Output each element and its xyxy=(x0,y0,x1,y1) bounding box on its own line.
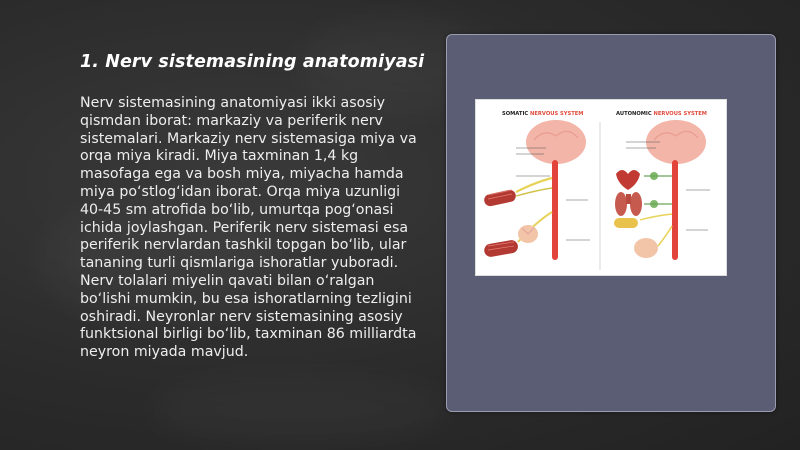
organ-heart xyxy=(616,170,640,190)
somatic-heading-red: NERVOUS SYSTEM xyxy=(530,111,584,117)
nerve-upper xyxy=(516,178,552,192)
nervous-system-illustration xyxy=(476,100,726,275)
autonomic-heading: AUTONOMIC xyxy=(616,111,652,117)
organ-lungs xyxy=(615,192,642,216)
chalk-smudge xyxy=(150,380,450,440)
muscle-lower xyxy=(483,239,519,258)
body-paragraph: Nerv sistemasining anatomiyasi ikki asosiy qismdan iborat: markaziy va periferik nerv sistemalari. Markaziy nerv sistemasiga miya va orqa miya kiradi. Miya taxminan 1,4 kg masofaga ega va bosh miya, miyacha hamda miya po‘stlog‘idan iborat. Orqa miya uzunligi 40-45 sm atrofida bo‘lib, umurtqa pog‘onasi ichida joylashgan. Periferik nerv sistemasi esa periferik nervlardan tashkil topgan bo‘lib, ular tananing turli qismlariga ishoratlar yuboradi. Nerv tolalari miyelin qavati bilan o‘ralgan bo‘lishi mumkin, bu esa ishoratlarning tezligini oshiradi. Neyronlar nerv sistemasining asosiy funktsional birligi bo‘lib, taxminan 86 milliardta neyron miyada mavjud. xyxy=(80,95,417,361)
nervous-system-figure xyxy=(475,99,727,276)
svg-text:AUTONOMIC NERVOUS SYSTE xyxy=(616,111,707,117)
somatic-panel xyxy=(483,120,590,260)
brain-left xyxy=(526,120,586,164)
spinal-cord-right xyxy=(672,160,678,260)
autonomic-panel xyxy=(614,120,710,260)
organ-intestine xyxy=(614,218,638,228)
somatic-heading: SOMATIC xyxy=(502,111,529,117)
slide-title: 1. Nerv sistemasining anatomiyasi xyxy=(80,52,425,72)
svg-text:SOMATIC NERVOUS SYSTEM xyxy=(502,111,583,117)
spinal-cord-left xyxy=(552,160,558,260)
muscle-upper xyxy=(483,189,517,207)
bladder xyxy=(634,238,658,258)
autonomic-heading-red: NERVOUS SYSTEM xyxy=(653,111,707,117)
